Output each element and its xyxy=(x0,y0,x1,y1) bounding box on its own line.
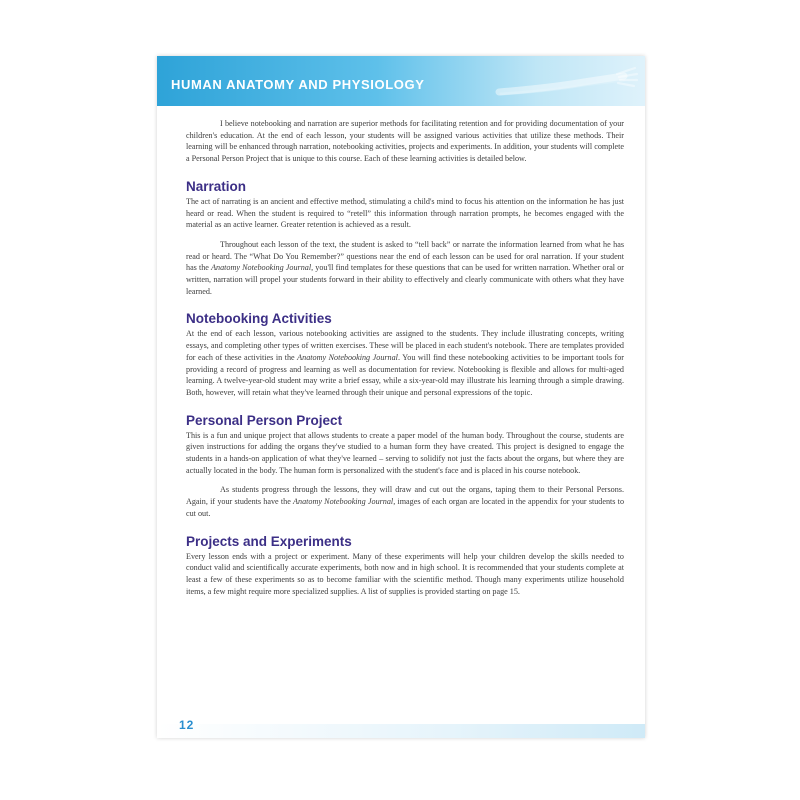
page-number: 12 xyxy=(179,718,195,732)
personal-person-paragraph-2: As students progress through the lessons, they will draw and cut out the organs, taping them to their Personal Persons. Again, if your students have the Anatomy Notebooking Journal, images of each organ are located in the appendix for your students to cut out. xyxy=(186,485,625,518)
narration-paragraph-1: The act of narrating is an ancient and effective method, stimulating a child's mind to focus his attention on the information he has just heard or read. When the student is required to “retell” this information through narration prompts, he becomes engaged with the material as an active learner. Greater retention is achieved as a result. xyxy=(186,196,624,230)
section-heading-notebooking: Notebooking Activities xyxy=(186,311,332,327)
footer-band xyxy=(157,724,645,738)
page-header-title: HUMAN ANATOMY AND PHYSIOLOGY xyxy=(171,77,425,92)
arm-skeleton-illustration xyxy=(489,62,639,102)
section-heading-personal-person: Personal Person Project xyxy=(186,412,343,428)
section-heading-narration: Narration xyxy=(186,178,247,194)
narration-paragraph-2: Throughout each lesson of the text, the student is asked to “tell back” or narrate the information learned from what he has read or heard. The “What Do You Remember?” questions near the end of each lesson can be used for oral narration. If your student has the Anatomy Notebooking Journal, you'll find templates for these questions that can be used for written narration. Whether oral or written, narration will propel your students forward in their ability to effectively and clearly communicate with others what they have learned. xyxy=(186,239,624,296)
header-band xyxy=(157,56,645,106)
paragraph-gap xyxy=(186,231,624,239)
notebooking-paragraph: At the end of each lesson, various notebooking activities are assigned to the students. They include illustrating concepts, writing essays, and completing other types of written exercises. These will be placed in each student's notebook. There are templates provided for each of these activities in the Anatomy Notebooking Journal. You will find these notebooking activities to be important tools for providing a record of progress and learning as well as documentation for review. Notebooking is flexible and allows for multi-aged learning. A twelve-year-old student may write a brief essay, while a six-year-old may illustrate his learning through a simple drawing. Both, however, will retain what they've learned through their unique and personal expressions of the topic. xyxy=(186,329,624,397)
paragraph-gap xyxy=(186,476,624,484)
projects-paragraph: Every lesson ends with a project or experiment. Many of these experiments will help your children develop the skills needed to conduct valid and scientifically accurate experiments, both now and in high school. It is recommended that your students complete at least a few of these experiments so as to become familiar with the scientific method. Though many experiments utilize household items, a few might require more specialized supplies. A list of supplies is provided starting on page 15. xyxy=(186,551,624,596)
section-heading-projects: Projects and Experiments xyxy=(186,533,352,549)
intro-paragraph: I believe notebooking and narration are superior methods for facilitating retention and for providing documentation of your children's education. At the end of each lesson, your students will be assigned various activities that utilize these methods. Their learning will be enhanced through narration, notebooking activities, projects and experiments. In addition, your students will complete a Personal Person Project that is unique to this course. Each of these learning activities is detailed below. xyxy=(186,119,624,164)
page-content xyxy=(186,118,624,597)
book-page xyxy=(157,56,645,738)
personal-person-paragraph-1: This is a fun and unique project that allows students to create a paper model of the human body. Throughout the course, students are given instructions for adding the organs they've studied to a human form they have created. This project is designed to engage the students in a hands-on application of what they've learned – serving to solidify not just the facts about the organs, but where they are actually located in the body. The human form is personalized with the student's face and is placed in his course notebook. xyxy=(186,430,624,475)
